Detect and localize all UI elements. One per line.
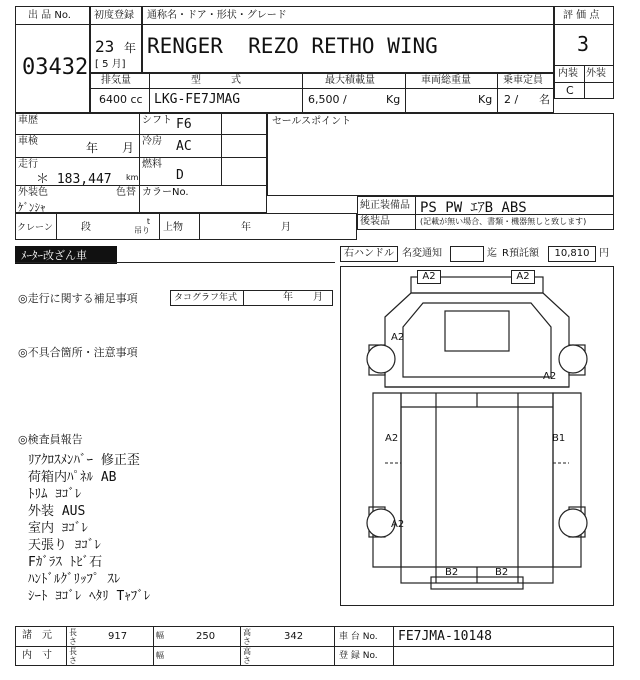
rhd-label: 右ハンドル [340, 246, 398, 262]
inspector-item: ﾊﾝﾄﾞﾙｸﾞﾘｯﾌﾟ ｽﾚ [28, 572, 121, 587]
divider [91, 88, 553, 89]
mileage-unit: km [126, 173, 139, 182]
divider [91, 24, 141, 25]
height: 342 [284, 631, 304, 642]
divider [243, 291, 244, 305]
divider [497, 74, 498, 112]
divider [221, 114, 222, 185]
damage-side-right: B1 [552, 433, 566, 444]
width-label: 幅 [156, 631, 164, 640]
divider [240, 627, 241, 665]
capacity: 2 / [504, 93, 519, 106]
shift-label: シフト [142, 115, 172, 126]
inspection-value: 年 月 [86, 141, 135, 155]
lot-number: 03432 [22, 55, 89, 80]
mileage: ＊ 183,447 [36, 172, 112, 187]
defects-label: ◎不具合箇所・注意事項 [18, 346, 138, 359]
model-label: 型 式 [191, 75, 241, 86]
divider [159, 214, 160, 239]
divider [16, 646, 613, 647]
crane-step: 段 [81, 222, 91, 233]
divider [16, 24, 89, 25]
damage-rear-b2-right: B2 [495, 567, 509, 578]
divider [149, 74, 150, 112]
accessories-label: 後装品 [360, 216, 390, 227]
divider [16, 134, 266, 135]
damage-front-right: A2 [511, 270, 535, 284]
color-no-label: 色替 [116, 187, 136, 198]
history-label: 車歴 [18, 115, 38, 126]
equipment: PS PW ｴｱB ABS [420, 200, 527, 216]
displacement-label: 排気量 [101, 75, 131, 86]
color-label: 外装色 [18, 187, 48, 198]
inspector-item: 荷箱内ﾊﾟﾈﾙ AB [28, 470, 117, 485]
equipment-box [357, 196, 614, 230]
inner-width-label: 幅 [156, 651, 164, 660]
divider [555, 24, 613, 25]
upper-label: 上物 [163, 222, 183, 233]
reg-year: 23 [95, 37, 115, 56]
inner-label: 内 寸 [22, 650, 52, 661]
capacity-unit: 名 [539, 93, 550, 106]
r-reserve-label: R預託額 [502, 248, 539, 259]
divider [139, 185, 140, 212]
lot-label: 出 品 No. [28, 10, 71, 21]
inspector-item: 室内 ﾖｺﾞﾚ [28, 521, 88, 536]
ac-label: 冷房 [142, 136, 162, 147]
height-label: 高さ [243, 628, 251, 646]
divider [405, 74, 406, 112]
inner-len-label: 長さ [69, 647, 77, 665]
sales-point-box [267, 113, 614, 196]
inspector-item: 外装 AUS [28, 504, 86, 519]
score-box [554, 6, 614, 99]
car-name: RENGER REZO RETHO WING [147, 34, 438, 58]
divider [393, 627, 394, 665]
len-label: 長さ [69, 628, 77, 646]
score: 3 [577, 32, 590, 56]
specs-row [90, 73, 554, 113]
color-code-label: カラーNo. [142, 187, 189, 198]
accessories-note: (記載が無い場合、書類・機器無しと致します) [420, 217, 587, 226]
divider [199, 214, 200, 239]
max-load-unit: Kg [386, 93, 401, 106]
lot-number-box [15, 6, 90, 113]
title-change-box [450, 246, 484, 262]
interior-label: 内装 [558, 68, 578, 79]
gvw-label: 車両総重量 [421, 75, 471, 86]
divider [334, 627, 335, 665]
chassis: FE7JMA-10148 [398, 629, 492, 644]
inner-height-label: 高さ [243, 647, 251, 665]
reg-month: [ 5 月] [95, 59, 126, 70]
title-change-label: 名変通知 [402, 248, 442, 259]
damage-front-left: A2 [417, 270, 441, 284]
equipment-label: 純正装備品 [360, 200, 410, 211]
divider [415, 197, 416, 229]
score-label: 評 価 点 [563, 10, 600, 21]
capacity-label: 乗車定員 [503, 75, 543, 86]
crane-row [15, 213, 357, 240]
color: ｹﾞﾝｼｬ [18, 201, 46, 214]
damage-rear-b2-left: B2 [445, 567, 459, 578]
grade-box [142, 6, 554, 73]
divider [555, 82, 613, 83]
inspector-item: ｼｰﾄ ﾖｺﾞﾚ ﾍﾀﾘ Tｬﾌﾞﾚ [28, 589, 151, 604]
divider [56, 214, 57, 239]
crane-suspend: t 吊り [134, 217, 150, 235]
mileage-label: 走行 [18, 159, 38, 170]
reg-year-unit: 年 [124, 41, 137, 55]
exterior-label: 外装 [586, 68, 606, 79]
fuel: D [176, 168, 184, 183]
length: 917 [108, 631, 128, 642]
inspector-item: 天張り ﾖｺﾞﾚ [28, 538, 101, 553]
tachograph-box [170, 290, 333, 306]
reg-until-label: 迄 [487, 248, 497, 259]
crane-label: クレーン [17, 223, 53, 233]
upper-value: 年 月 [241, 222, 291, 233]
ac: AC [176, 139, 192, 154]
sales-point-label: セールスポイント [272, 116, 352, 127]
divider [139, 114, 140, 185]
divider [66, 627, 67, 665]
tachograph-value: 年 月 [283, 292, 323, 303]
inspector-item: Fｶﾞﾗｽ ﾄﾋﾞ石 [28, 555, 103, 570]
chassis-label: 車 台 No. [339, 632, 378, 642]
reg-no-label: 登 録 No. [339, 651, 378, 661]
model: LKG-FE7JMAG [154, 92, 241, 107]
truck-outline [341, 267, 613, 605]
first-reg-box [90, 6, 142, 73]
damage-cab-right: A2 [543, 371, 557, 382]
displacement: 6400 cc [99, 93, 143, 106]
divider [143, 24, 553, 25]
dims-label: 諸 元 [22, 630, 52, 641]
first-reg-label: 初度登録 [94, 10, 134, 21]
damage-side-left: A2 [385, 433, 399, 444]
gvw-unit: Kg [478, 93, 493, 106]
inspector-label: ◎検査員報告 [18, 433, 83, 446]
divider [302, 74, 303, 112]
interior-score: C [566, 84, 574, 97]
grade-label: 通称名・ドア・形状・グレード [147, 10, 287, 21]
inspector-item: ﾘｱｸﾛｽﾒﾝﾊﾞｰ 修正歪 [28, 453, 140, 468]
inspector-item: ﾄﾘﾑ ﾖｺﾞﾚ [28, 487, 82, 502]
width: 250 [196, 631, 216, 642]
fuel-label: 燃料 [142, 159, 162, 170]
tachograph-label: タコグラフ年式 [174, 293, 238, 303]
r-reserve: 10,810 [548, 246, 596, 262]
divider [15, 262, 335, 263]
footer-dims [15, 626, 614, 666]
r-unit: 円 [599, 248, 609, 259]
inspector-items [28, 449, 150, 602]
divider [16, 157, 266, 158]
driving-note-label: ◎走行に関する補足事項 [18, 292, 138, 305]
divider [153, 627, 154, 665]
truck-diagram [340, 266, 614, 606]
damage-rear-left: A2 [391, 519, 405, 530]
shift: F6 [176, 117, 192, 132]
meter-banner: ﾒｰﾀｰ改ざん車 [15, 246, 117, 264]
damage-cab-left: A2 [391, 332, 405, 343]
details-left [15, 113, 267, 213]
max-load: 6,500 / [308, 93, 347, 106]
inspection-label: 車検 [18, 136, 38, 147]
max-load-label: 最大積載量 [325, 75, 375, 86]
